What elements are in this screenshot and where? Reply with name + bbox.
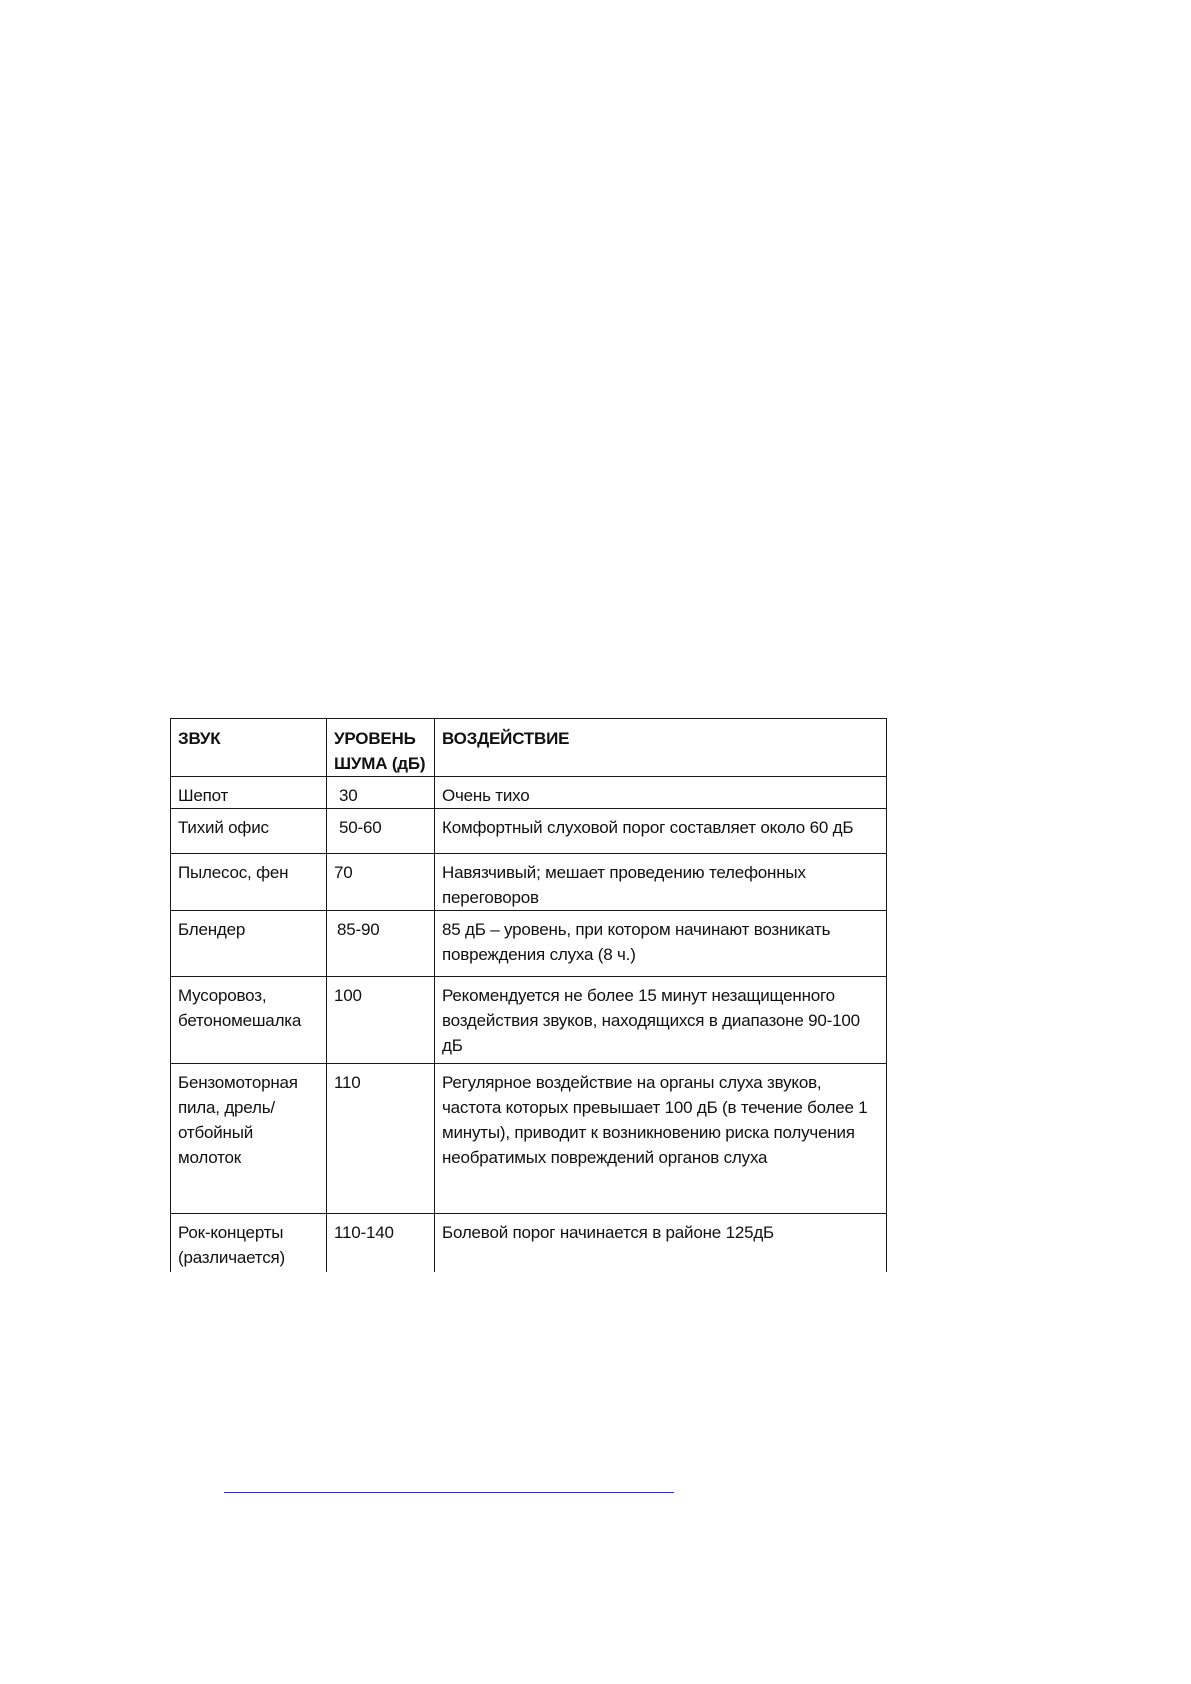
header-level: УРОВЕНЬ ШУМА (дБ) xyxy=(327,719,435,777)
cell-level: 70 xyxy=(327,854,435,911)
cell-effect: Навязчивый; мешает проведению телефонных переговоров xyxy=(435,854,887,911)
table-row xyxy=(171,809,887,854)
noise-level-table xyxy=(170,718,887,1272)
cell-sound: Блендер xyxy=(171,911,327,977)
table-row xyxy=(171,911,887,977)
table-row xyxy=(171,977,887,1064)
cell-level: 30 xyxy=(327,777,435,809)
cell-sound: Бензомоторная пила, дрель/отбойный молоток xyxy=(171,1064,327,1214)
cell-effect: Болевой порог начинается в районе 125дБ xyxy=(435,1214,887,1272)
table-row xyxy=(171,1064,887,1214)
cell-level: 100 xyxy=(327,977,435,1064)
table-row xyxy=(171,854,887,911)
table-header-row xyxy=(171,719,887,777)
hyperlink-underline xyxy=(224,1492,674,1493)
cell-effect: Комфортный слуховой порог составляет около 60 дБ xyxy=(435,809,887,854)
cell-sound: Мусоровоз, бетономешалка xyxy=(171,977,327,1064)
table-row xyxy=(171,777,887,809)
header-effect: ВОЗДЕЙСТВИЕ xyxy=(435,719,887,777)
cell-sound: Тихий офис xyxy=(171,809,327,854)
cell-sound: Пылесос, фен xyxy=(171,854,327,911)
cell-effect: 85 дБ – уровень, при котором начинают возникать повреждения слуха (8 ч.) xyxy=(435,911,887,977)
cell-level: 110-140 xyxy=(327,1214,435,1272)
table-row xyxy=(171,1214,887,1272)
cell-effect: Регулярное воздействие на органы слуха звуков, частота которых превышает 100 дБ (в течение более 1 минуты), приводит к возникновению риска получения необратимых повреждений органов слуха xyxy=(435,1064,887,1214)
cell-level: 110 xyxy=(327,1064,435,1214)
cell-level: 85-90 xyxy=(327,911,435,977)
cell-effect: Очень тихо xyxy=(435,777,887,809)
header-sound: ЗВУК xyxy=(171,719,327,777)
cell-effect: Рекомендуется не более 15 минут незащищенного воздействия звуков, находящихся в диапазоне 90-100 дБ xyxy=(435,977,887,1064)
cell-level: 50-60 xyxy=(327,809,435,854)
cell-sound: Рок-концерты (различается) xyxy=(171,1214,327,1272)
cell-sound: Шепот xyxy=(171,777,327,809)
